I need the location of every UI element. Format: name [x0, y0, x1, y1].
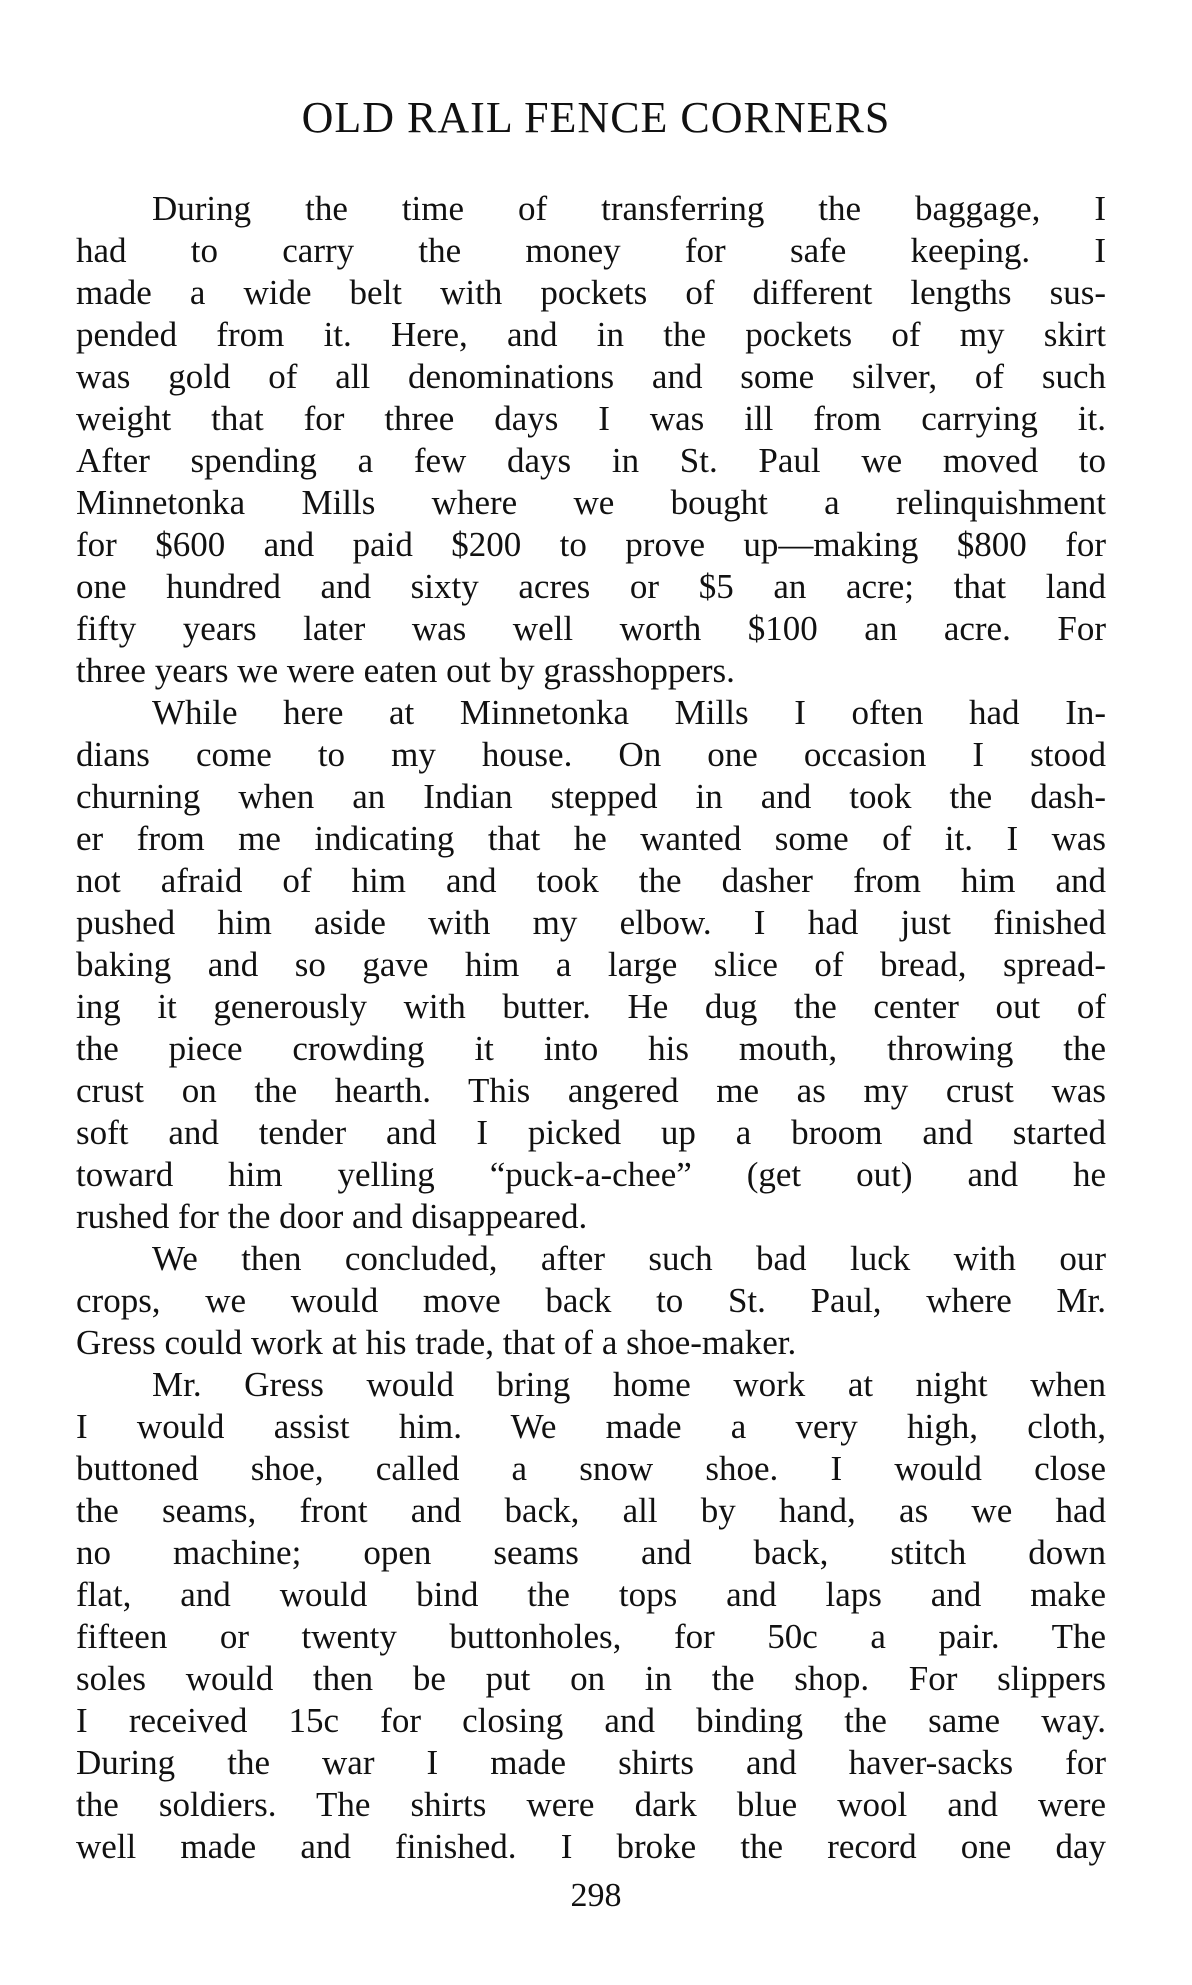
text-line: Gress could work at his trade, that of a shoe-maker.	[76, 1323, 797, 1362]
text-line: fifteen or twenty buttonholes, for 50c a pair. The	[76, 1617, 1106, 1656]
text-line: crust on the hearth. This angered me as my crust was	[76, 1071, 1106, 1110]
text-line: for $600 and paid $200 to prove up—making $800 for	[76, 525, 1106, 564]
text-line: pended from it. Here, and in the pockets of my skirt	[76, 315, 1106, 354]
text-line: soft and tender and I picked up a broom and started	[76, 1113, 1106, 1152]
text-line: During the war I made shirts and haver-sacks for	[76, 1743, 1106, 1782]
text-line: baking and so gave him a large slice of bread, spread-	[76, 945, 1106, 984]
text-line: churning when an Indian stepped in and took the dash-	[76, 777, 1106, 816]
text-line: the seams, front and back, all by hand, as we had	[76, 1491, 1106, 1530]
text-line: During the time of transferring the baggage, I	[152, 189, 1106, 228]
body-text	[76, 188, 1106, 1868]
text-line: While here at Minnetonka Mills I often had In-	[152, 693, 1106, 732]
text-line: crops, we would move back to St. Paul, where Mr.	[76, 1281, 1106, 1320]
text-line: flat, and would bind the tops and laps and make	[76, 1575, 1106, 1614]
text-line: ing it generously with butter. He dug the center out of	[76, 987, 1106, 1026]
text-line: toward him yelling “puck-a-chee” (get out) and he	[76, 1155, 1106, 1194]
text-line: pushed him aside with my elbow. I had just finished	[76, 903, 1106, 942]
text-line: fifty years later was well worth $100 an acre. For	[76, 609, 1106, 648]
text-line: the piece crowding it into his mouth, throwing the	[76, 1029, 1106, 1068]
text-line: weight that for three days I was ill from carrying it.	[76, 399, 1106, 438]
text-line: I received 15c for closing and binding the same way.	[76, 1701, 1106, 1740]
text-line: We then concluded, after such bad luck with our	[152, 1239, 1106, 1278]
running-title: OLD RAIL FENCE CORNERS	[301, 93, 891, 142]
text-line: had to carry the money for safe keeping. I	[76, 231, 1106, 270]
text-line: three years we were eaten out by grasshoppers.	[76, 651, 735, 690]
text-line: was gold of all denominations and some silver, of such	[76, 357, 1106, 396]
text-line: buttoned shoe, called a snow shoe. I would close	[76, 1449, 1106, 1488]
text-line: Minnetonka Mills where we bought a relinquishment	[76, 483, 1106, 522]
text-line: made a wide belt with pockets of different lengths sus-	[76, 273, 1106, 312]
text-line: After spending a few days in St. Paul we moved to	[76, 441, 1106, 480]
text-line: not afraid of him and took the dasher from him and	[76, 861, 1106, 900]
text-line: rushed for the door and disappeared.	[76, 1197, 588, 1236]
text-line: Mr. Gress would bring home work at night when	[152, 1365, 1106, 1404]
text-line: no machine; open seams and back, stitch down	[76, 1533, 1106, 1572]
page-number: 298	[570, 1877, 622, 1914]
text-line: well made and finished. I broke the record one day	[76, 1827, 1106, 1866]
text-line: er from me indicating that he wanted some of it. I was	[76, 819, 1106, 858]
text-line: dians come to my house. On one occasion I stood	[76, 735, 1106, 774]
text-line: one hundred and sixty acres or $5 an acre; that land	[76, 567, 1106, 606]
text-line: the soldiers. The shirts were dark blue wool and were	[76, 1785, 1106, 1824]
text-line: soles would then be put on in the shop. For slippers	[76, 1659, 1106, 1698]
text-line: I would assist him. We made a very high, cloth,	[76, 1407, 1106, 1446]
